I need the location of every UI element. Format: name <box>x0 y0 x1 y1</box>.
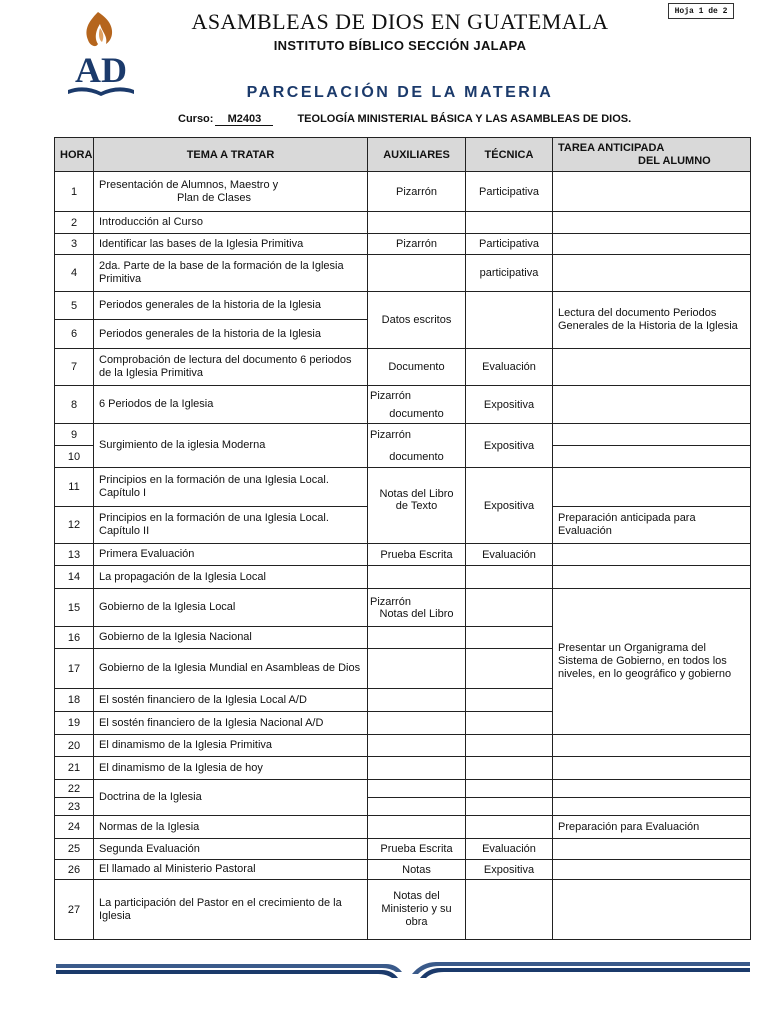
table-row: 11 Principios en la formación de una Iglesia Local. Capítulo I Notas del Libro de Texto Expositiva <box>55 468 751 507</box>
table-row: 6 Periodos generales de la historia de la Iglesia <box>55 320 751 349</box>
course-label: Curso: <box>178 113 214 125</box>
col-tecnica: TÉCNICA <box>466 138 553 172</box>
table-row: 16 Gobierno de la Iglesia Nacional <box>55 627 751 649</box>
course-name: TEOLOGÍA MINISTERIAL BÁSICA Y LAS ASAMBLEAS DE DIOS. <box>297 113 632 125</box>
col-tarea: TAREA ANTICIPADA DEL ALUMNO <box>553 138 751 172</box>
flame-icon <box>86 12 112 46</box>
table-row: 1 Presentación de Alumnos, Maestro y Plan de Clases Pizarrón Participativa <box>55 172 751 212</box>
table-row: 22 Doctrina de la Iglesia <box>55 780 751 798</box>
table-row: 25 Segunda Evaluación Prueba Escrita Evaluación <box>55 839 751 860</box>
table-row: 27 La participación del Pastor en el crecimiento de la Iglesia Notas del Ministerio y su obra <box>55 880 751 940</box>
organization-title: ASAMBLEAS DE DIOS EN GUATEMALA <box>191 9 609 34</box>
table-row: 8 6 Periodos de la Iglesia Pizarrón documento Expositiva <box>55 386 751 424</box>
table-row: 9 Surgimiento de la iglesia Moderna Pizarrón documento Expositiva <box>55 424 751 446</box>
table-row: 2 Introducción al Curso <box>55 212 751 234</box>
table-row: 5 Periodos generales de la historia de la Iglesia Datos escritos Lectura del documento Periodos Generales de la Historia de la Iglesia <box>55 292 751 320</box>
course-line <box>178 113 631 126</box>
table-row: 21 El dinamismo de la Iglesia de hoy <box>55 757 751 780</box>
table-header-row <box>55 138 751 172</box>
table-row: 3 Identificar las bases de la Iglesia Primitiva Pizarrón Participativa <box>55 234 751 255</box>
table-row: 26 El llamado al Ministerio Pastoral Notas Expositiva <box>55 860 751 880</box>
syllabus-table <box>54 137 751 940</box>
table-row: 19 El sostén financiero de la Iglesia Nacional A/D <box>55 712 751 735</box>
table-row: 18 El sostén financiero de la Iglesia Local A/D <box>55 689 751 712</box>
table-row: 13 Primera Evaluación Prueba Escrita Evaluación <box>55 544 751 566</box>
institute-title: INSTITUTO BÍBLICO SECCIÓN JALAPA <box>273 38 527 53</box>
table-row: 23 <box>55 798 751 816</box>
footer-decoration <box>56 958 750 982</box>
table-row: 15 Gobierno de la Iglesia Local Pizarrón Notas del Libro Presentar un Organigrama del Sistema de Gobierno, en todos los niveles, en lo geográfico y gobierno <box>55 589 751 627</box>
col-auxiliares: AUXILIARES <box>368 138 466 172</box>
table-row: 24 Normas de la Iglesia Preparación para Evaluación <box>55 816 751 839</box>
col-hora: HORA <box>55 138 94 172</box>
table-row: 14 La propagación de la Iglesia Local <box>55 566 751 589</box>
table-row: 17 Gobierno de la Iglesia Mundial en Asambleas de Dios <box>55 649 751 689</box>
document-title: PARCELACIÓN DE LA MATERIA <box>246 84 554 101</box>
table-row: 10 <box>55 446 751 468</box>
table-row: 20 El dinamismo de la Iglesia Primitiva <box>55 735 751 757</box>
svg-text:AD: AD <box>75 50 127 90</box>
col-tema: TEMA A TRATAR <box>94 138 368 172</box>
course-code: M2403 <box>215 113 273 126</box>
table-row: 4 2da. Parte de la base de la formación de la Iglesia Primitiva participativa <box>55 255 751 292</box>
table-row: 7 Comprobación de lectura del documento 6 periodos de la Iglesia Primitiva Documento Evaluación <box>55 349 751 386</box>
sheet-number: Hoja 1 de 2 <box>668 3 734 19</box>
assemblies-of-god-logo <box>62 8 140 104</box>
table-row: 12 Principios en la formación de una Iglesia Local. Capítulo II Preparación anticipada para Evaluación <box>55 507 751 544</box>
